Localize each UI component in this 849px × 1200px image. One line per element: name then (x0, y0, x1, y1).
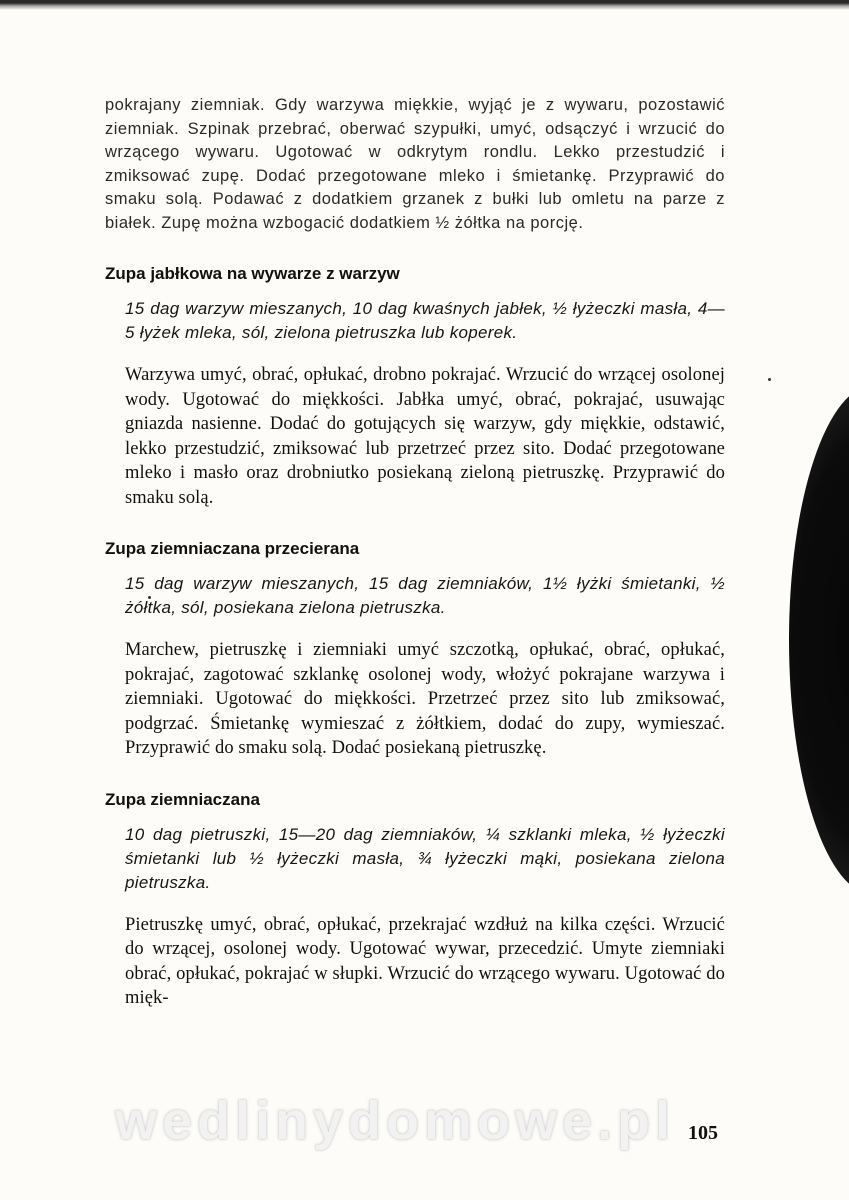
scan-speck (768, 378, 771, 381)
recipe-strained-potato-soup (105, 538, 725, 761)
recipe-ingredients: 15 dag warzyw mieszanych, 15 dag ziemniaków, 1½ łyżki śmietanki, ½ żółtka, sól, posiekana zielona pietruszka. (125, 574, 725, 617)
scan-edge-shadow (789, 385, 849, 895)
recipe-title: Zupa ziemniaczana przecierana (105, 539, 360, 558)
recipe-apple-soup (105, 263, 725, 510)
intro-paragraph: pokrajany ziemniak. Gdy warzywa miękkie, wyjąć je z wywaru, pozostawić ziemniak. Szpinak przebrać, oberwać szypułki, umyć, odsączyć i wrzucić do wrzącego wywaru. Ugotować w odkrytym rondlu. Lekko przestudzić i zmiksować zupę. Dodać przegotowane mleko i śmietankę. Przyprawić do smaku solą. Podawać z dodatkiem grzanek z bułki lub omletu na parze z białek. Zupę można wzbogacić dodatkiem ½ żółtka na porcję. (105, 96, 725, 232)
recipe-ingredients: 10 dag pietruszki, 15—20 dag ziemniaków, ¼ szklanki mleka, ½ łyżeczki śmietanki lub ½ łyżeczki masła, ¾ łyżeczki mąki, posiekana zielona pietruszka. (125, 824, 725, 892)
recipe-method: Pietruszkę umyć, obrać, opłukać, przekrajać wzdłuż na kilka części. Wrzucić do wrzącej, osolonej wody. Ugotować wywar, przecedzić. Umyte ziemniaki obrać, opłukać, pokrajać w słupki. Wrzucić do wrzącego wywaru. Ugotować do mięk- (125, 914, 725, 1008)
book-page (105, 94, 725, 1011)
page-number: 105 (688, 1122, 718, 1144)
recipe-title: Zupa ziemniaczana (105, 789, 260, 809)
recipe-ingredients: 15 dag warzyw mieszanych, 10 dag kwaśnych jabłek, ½ łyżeczki masła, 4—5 łyżek mleka, sól, zielona pietruszka lub koperek. (125, 299, 725, 342)
scan-top-edge (0, 0, 849, 10)
recipe-method: Warzywa umyć, obrać, opłukać, drobno pokrajać. Wrzucić do wrzącej osolonej wody. Ugotować do miękkości. Jabłka umyć, obrać, pokrajać, usuwając gniazda nasienne. Dodać do gotujących się warzyw, gdy miękkie, odstawić, lekko przestudzić, zmiksować lub przetrzeć przez sito. Dodać przegotowane mleko i masło oraz drobniutko posiekaną zieloną pietruszkę. Przyprawić do smaku solą. (125, 365, 725, 508)
recipe-method: Marchew, pietruszkę i ziemniaki umyć szczotką, opłukać, obrać, opłukać, pokrajać, zagotować szklankę osolonej wody, włożyć pokrajane warzywa i ziemniaki. Ugotować do miękkości. Przetrzeć przez sito lub zmiksować, podgrzać. Śmietankę wymieszać z żółtkiem, dodać do zupy, wymieszać. Przyprawić do smaku solą. Dodać posiekaną pietruszkę. (125, 640, 725, 758)
recipe-title: Zupa jabłkowa na wywarze z warzyw (105, 264, 400, 283)
watermark: wedlinydomowe.pl (115, 1091, 676, 1151)
recipe-potato-soup (105, 789, 725, 1011)
